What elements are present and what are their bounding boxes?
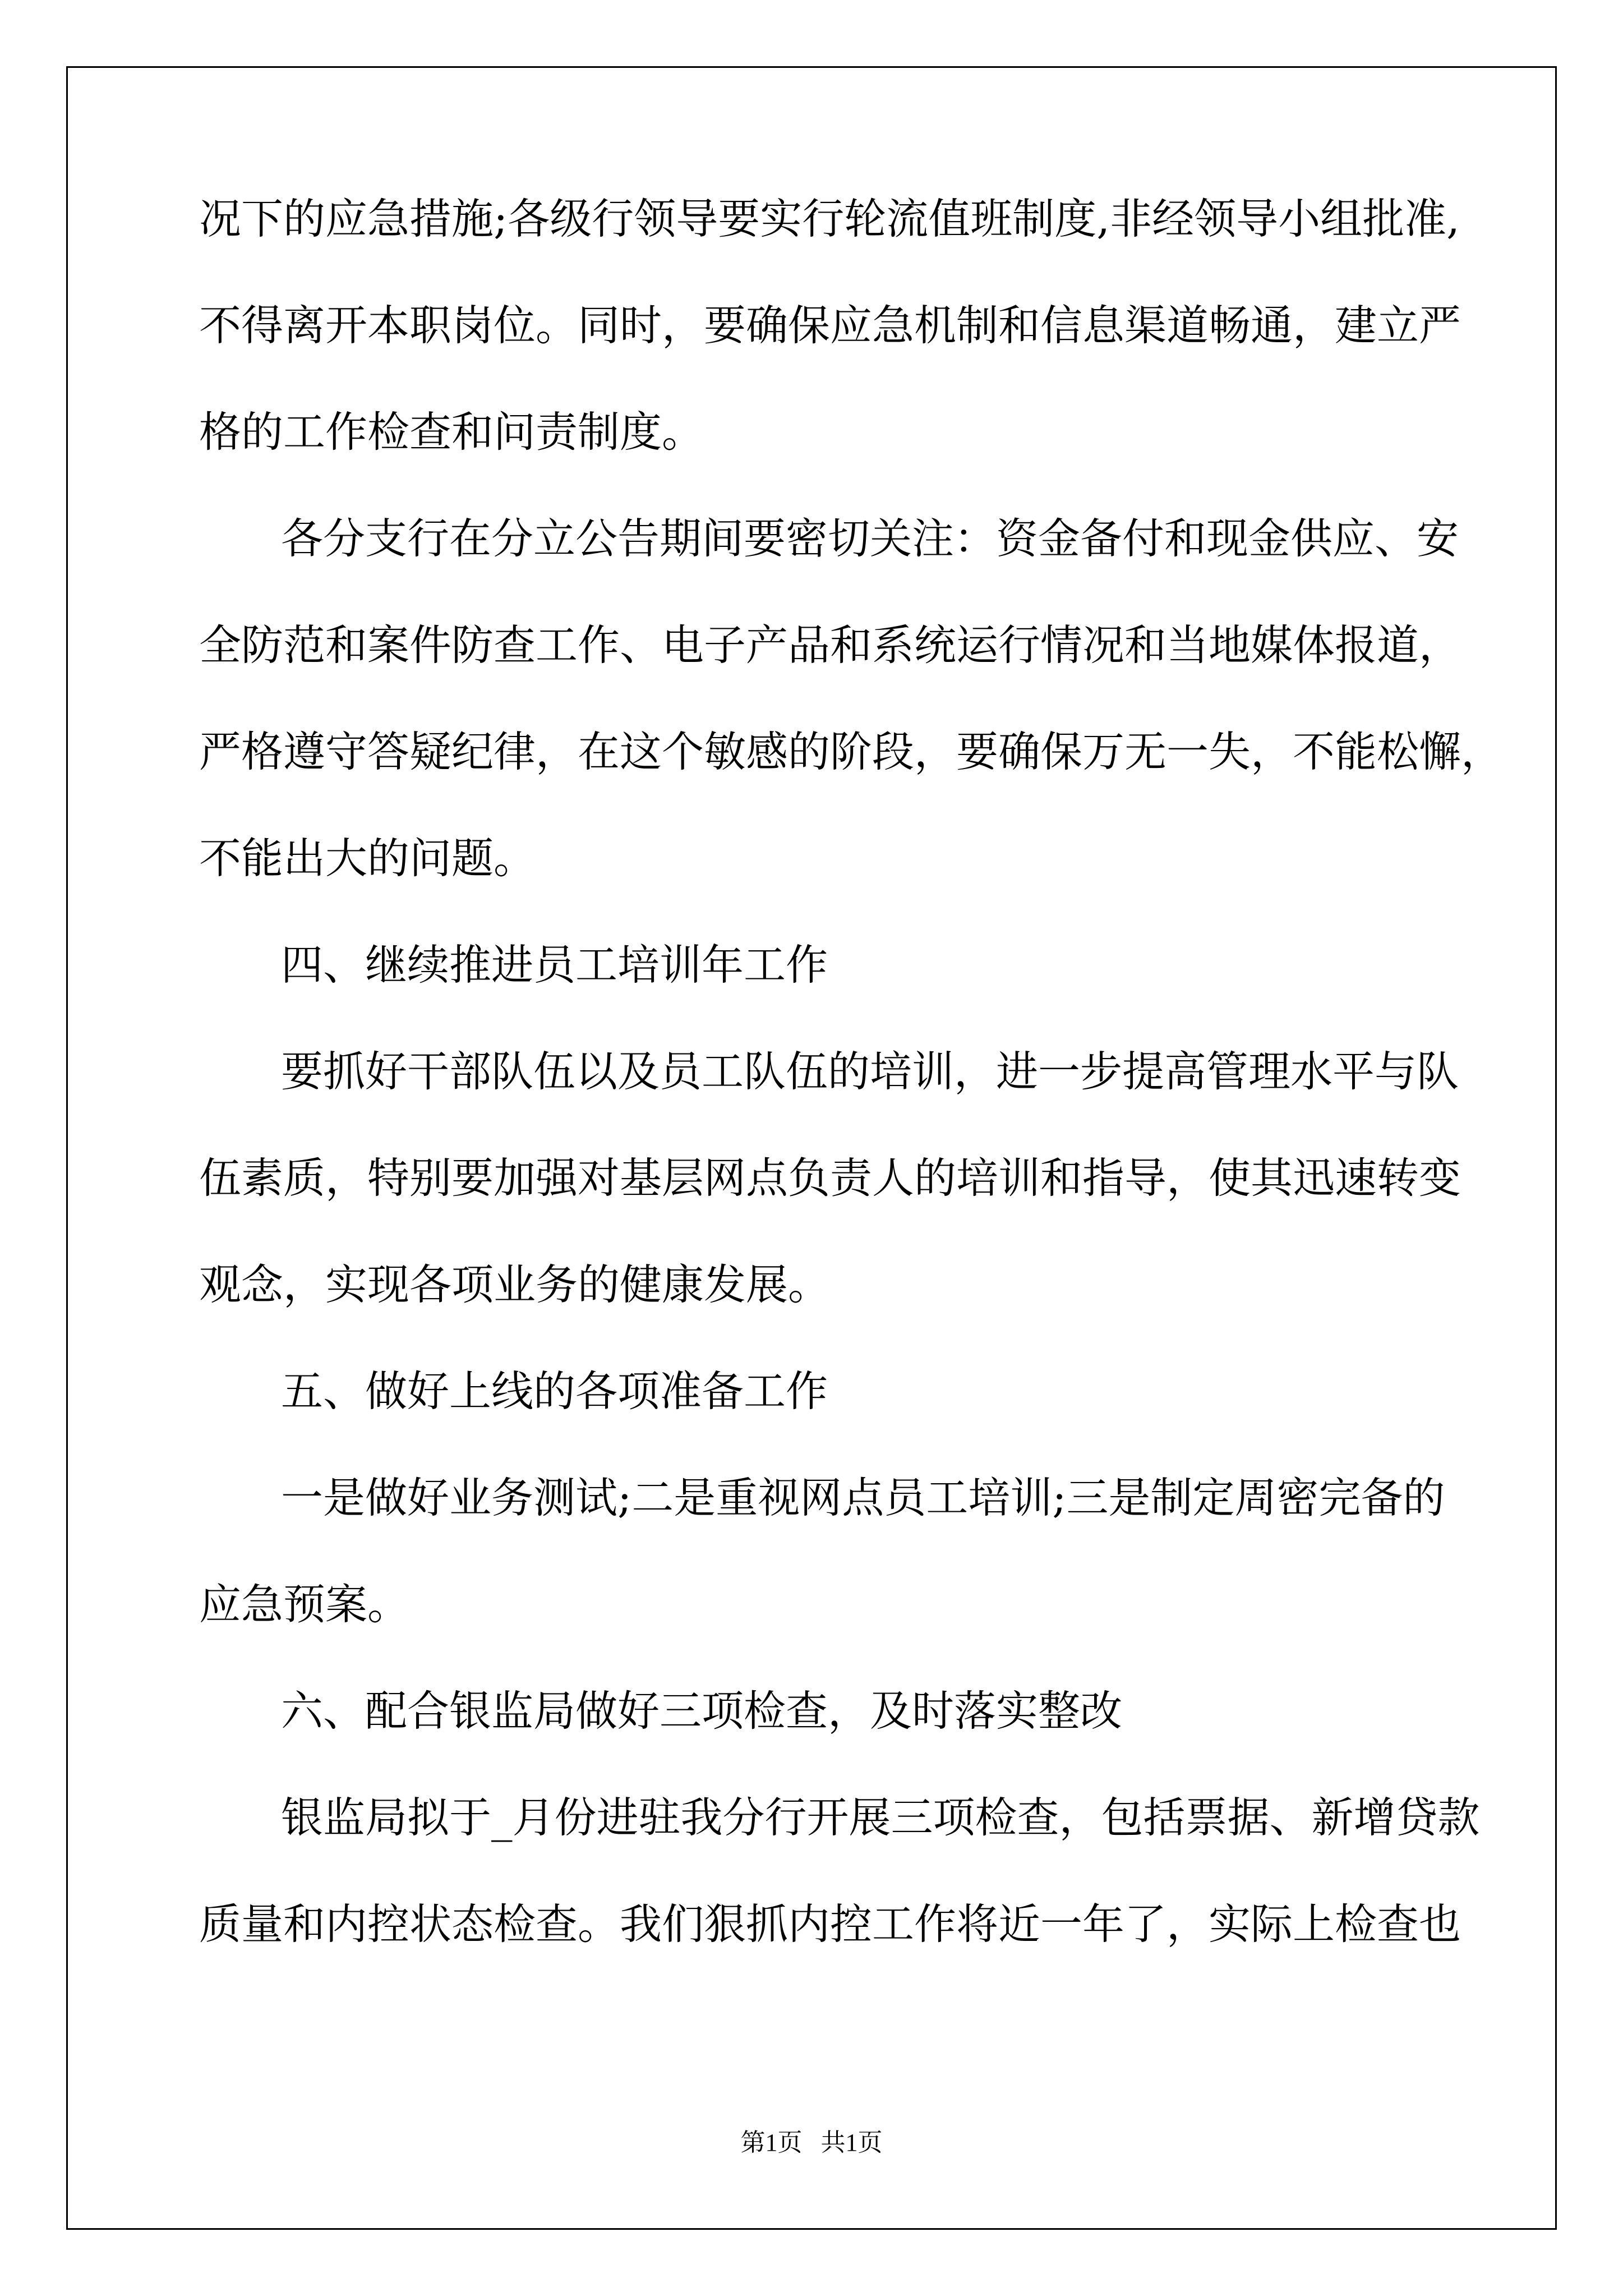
- section-heading: 六、配合银监局做好三项检查，及时落实整改: [281, 1686, 1123, 1736]
- text-line: 不得离开本职岗位。同时，要确保应急机制和信息渠道畅通，建立严: [199, 301, 1461, 350]
- text-line: 况下的应急措施;各级行领导要实行轮流值班制度,非经领导小组批准,: [199, 194, 1460, 243]
- text-line: 伍素质，特别要加强对基层网点负责人的培训和指导，使其迅速转变: [199, 1153, 1461, 1203]
- text-line: 格的工作检查和问责制度。: [199, 407, 704, 457]
- text-line: 全防范和案件防查工作、电子产品和系统运行情况和当地媒体报道，: [199, 620, 1461, 670]
- paragraph-start: 各分支行在分立公告期间要密切关注：资金备付和现金供应、安: [281, 514, 1459, 563]
- text-line: 观念，实现各项业务的健康发展。: [199, 1260, 831, 1309]
- text-line: 严格遵守答疑纪律，在这个敏感的阶段，要确保万无一失，不能松懈，: [199, 727, 1504, 776]
- paragraph-start: 银监局拟于_月份进驻我分行开展三项检查，包括票据、新增贷款: [281, 1793, 1480, 1842]
- page-number-footer: 第1页 共1页: [740, 2129, 883, 2156]
- text-line: 质量和内控状态检查。我们狠抓内控工作将近一年了，实际上检查也: [199, 1899, 1461, 1949]
- section-heading: 五、做好上线的各项准备工作: [281, 1366, 828, 1416]
- paragraph-start: 要抓好干部队伍以及员工队伍的培训，进一步提高管理水平与队: [281, 1047, 1459, 1096]
- paragraph-start: 一是做好业务测试;二是重视网点员工培训;三是制定周密完备的: [281, 1473, 1445, 1522]
- section-heading: 四、继续推进员工培训年工作: [281, 940, 828, 990]
- text-line: 应急预案。: [199, 1580, 410, 1629]
- text-line: 不能出大的问题。: [199, 834, 536, 883]
